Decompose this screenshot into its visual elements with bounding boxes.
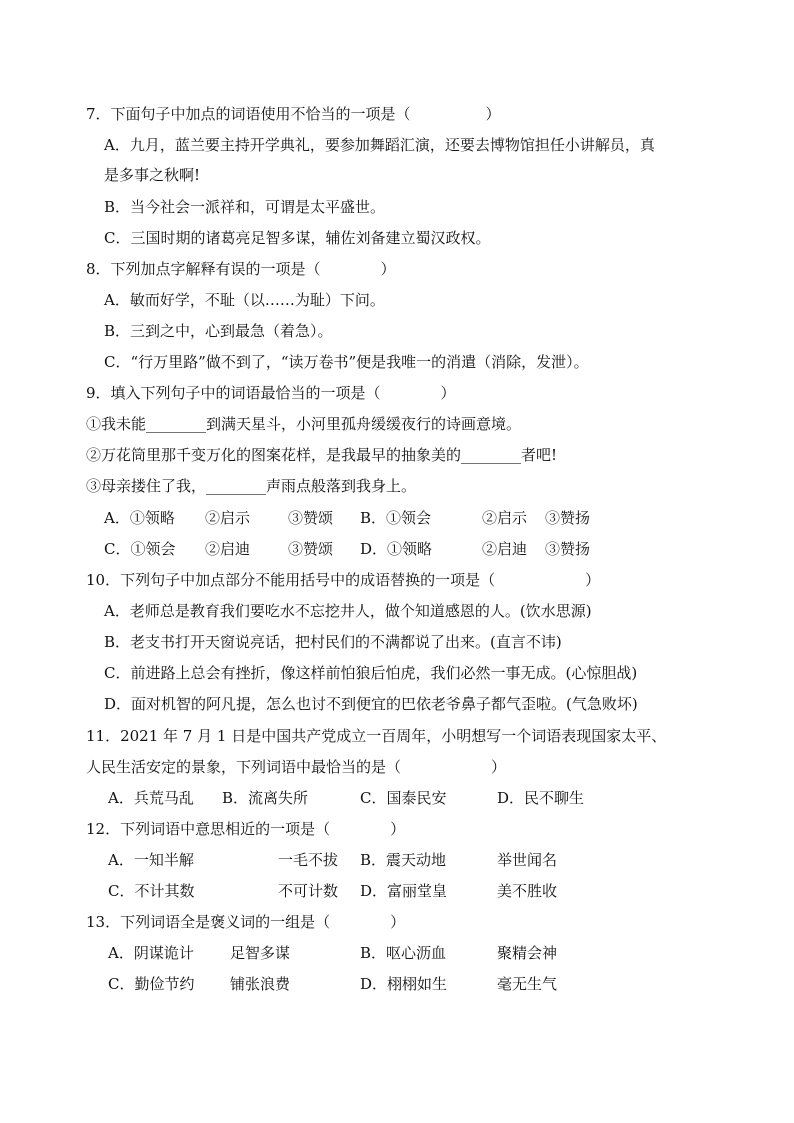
question-13-option-c-1: C．勤俭节约: [108, 975, 195, 993]
question-7-stem: 7．下面句子中加点的词语使用不恰当的一项是（ ）: [86, 105, 501, 123]
question-9-option-c-2: ②启迪: [205, 540, 251, 558]
question-13-option-a-1: A．阴谋诡计: [108, 944, 194, 962]
question-9-option-a-1: A．①领略: [104, 509, 175, 527]
question-7-option-c: C．三国时期的诸葛亮足智多谋，辅佐刘备建立蜀汉政权。: [104, 229, 491, 247]
question-11-option-b: B．流离失所: [222, 789, 309, 807]
question-12-option-a-1: A．一知半解: [108, 851, 194, 869]
question-12-option-b-1: B．震天动地: [360, 851, 447, 869]
question-12-option-b-2: 举世闻名: [497, 851, 558, 869]
question-10-stem: 10．下列句子中加点部分不能用括号中的成语替换的一项是（ ）: [86, 571, 601, 589]
question-7-option-b: B．当今社会一派祥和，可谓是太平盛世。: [104, 198, 386, 216]
question-9-option-d-3: ③赞扬: [545, 540, 591, 558]
question-12-option-d-1: D．富丽堂皇: [360, 882, 448, 900]
question-7-option-a-cont: 是多事之秋啊!: [104, 166, 201, 184]
question-13-option-b-1: B．呕心沥血: [360, 944, 447, 962]
question-9-option-b-1: B．①领会: [360, 509, 432, 527]
question-13-option-a-2: 足智多谋: [230, 944, 291, 962]
question-12-option-c-2: 不可计数: [278, 882, 339, 900]
question-9-stem: 9．填入下列句子中的词语最恰当的一项是（ ）: [86, 384, 456, 402]
question-11-option-d: D．民不聊生: [497, 789, 585, 807]
question-9-option-c-3: ③赞颂: [288, 540, 334, 558]
question-13-option-c-2: 铺张浪费: [230, 975, 291, 993]
question-10-option-b: B．老支书打开天窗说亮话，把村民们的不满都说了出来。(直言不讳): [104, 633, 562, 651]
question-9-sentence-3: ③母亲搂住了我，________声雨点般落到我身上。: [86, 477, 417, 495]
question-13-stem: 13．下列词语全是褒义词的一组是（ ）: [86, 913, 406, 931]
question-8-option-c: C．“行万里路”做不到了，“读万卷书”便是我唯一的消遣（消除，发泄）。: [104, 353, 589, 371]
question-13-option-d-1: D．栩栩如生: [360, 975, 448, 993]
question-12-option-a-2: 一毛不拔: [278, 851, 339, 869]
question-8-option-b: B．三到之中，心到最急（着急）。: [104, 322, 333, 340]
question-11-stem-cont: 人民生活安定的景象，下列词语中最恰当的是（ ）: [86, 758, 507, 776]
question-10-option-a: A．老师总是教育我们要吃水不忘挖井人，做个知道感恩的人。(饮水思源): [104, 602, 592, 620]
question-9-option-d-2: ②启迪: [482, 540, 528, 558]
question-10-option-c: C．前进路上总会有挫折，像这样前怕狼后怕虎，我们必然一事无成。(心惊胆战): [104, 664, 638, 682]
question-9-option-a-2: ②启示: [205, 509, 251, 527]
question-9-option-a-3: ③赞颂: [288, 509, 334, 527]
question-12-stem: 12．下列词语中意思相近的一项是（ ）: [86, 820, 406, 838]
question-8-option-a: A．敏而好学，不耻（以……为耻）下问。: [104, 291, 385, 309]
question-9-sentence-2: ②万花筒里那千变万化的图案花样，是我最早的抽象美的________者吧!: [86, 446, 558, 464]
question-13-option-d-2: 毫无生气: [497, 975, 558, 993]
question-13-option-b-2: 聚精会神: [497, 944, 558, 962]
question-11-option-a: A．兵荒马乱: [108, 789, 194, 807]
question-11-stem: 11．2021 年 7 月 1 日是中国共产党成立一百周年，小明想写一个词语表现国家太平、: [86, 727, 667, 745]
question-7-option-a: A．九月，蓝兰要主持开学典礼，要参加舞蹈汇演，还要去博物馆担任小讲解员，真: [104, 136, 655, 154]
question-9-sentence-1: ①我未能________到满天星斗，小河里孤舟缓缓夜行的诗画意境。: [86, 415, 522, 433]
question-11-option-c: C．国泰民安: [360, 789, 447, 807]
question-8-stem: 8．下列加点字解释有误的一项是（ ）: [86, 260, 396, 278]
question-9-option-b-3: ③赞扬: [545, 509, 591, 527]
question-12-option-d-2: 美不胜收: [497, 882, 558, 900]
question-9-option-b-2: ②启示: [482, 509, 528, 527]
question-9-option-c-1: C．①领会: [104, 540, 176, 558]
question-9-option-d-1: D．①领略: [360, 540, 433, 558]
question-12-option-c-1: C．不计其数: [108, 882, 195, 900]
question-10-option-d: D．面对机智的阿凡提，怎么也讨不到便宜的巴依老爷鼻子都气歪啦。(气急败坏): [104, 695, 638, 713]
